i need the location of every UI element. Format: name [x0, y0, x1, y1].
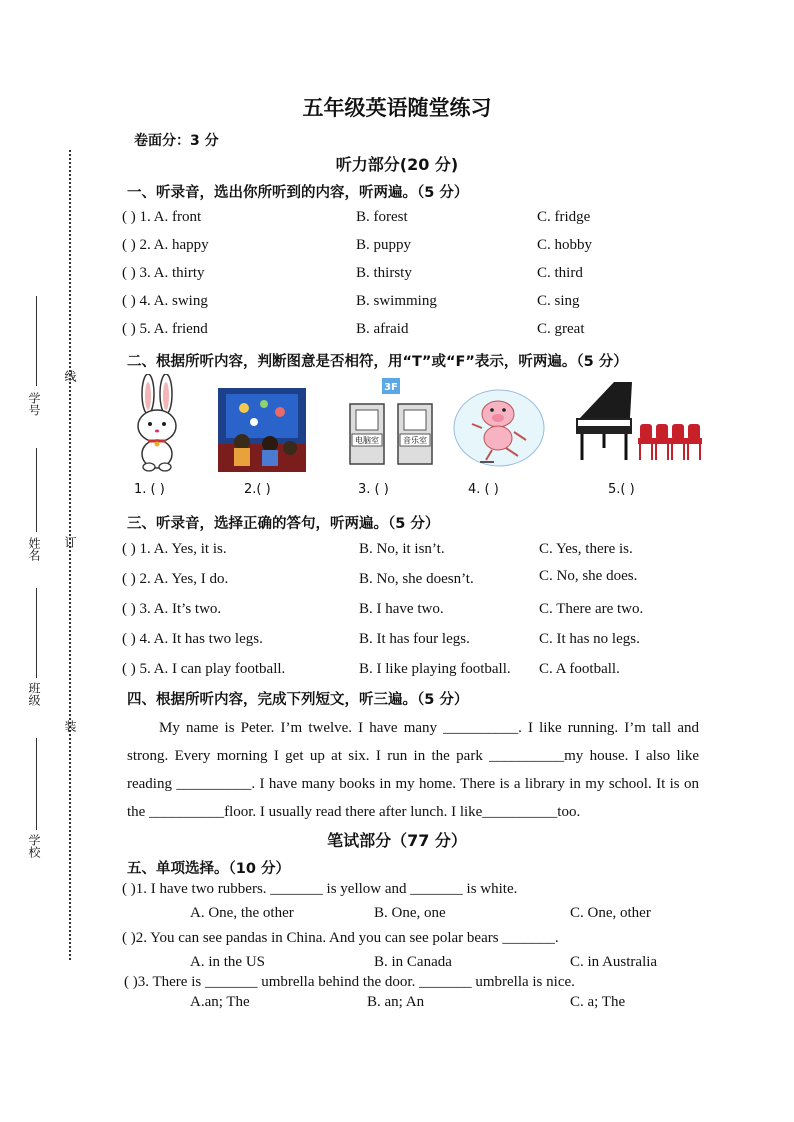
school-field[interactable] [36, 738, 37, 830]
option-b: B. No, it isn’t. [359, 541, 445, 557]
student-id-label: 学号 [27, 392, 41, 416]
name-field[interactable] [36, 448, 37, 532]
mc-question-3[interactable]: ( )3. There is _______ umbrella behind the door. _______ umbrella is nice. [124, 974, 575, 990]
option-a: A. in the US [190, 954, 265, 970]
section5-heading: 五、单项选择。（10 分） [127, 861, 290, 877]
option-c: C. third [537, 265, 583, 281]
cinema-picture [218, 388, 306, 472]
binding-mark-bind: 装 [63, 720, 77, 732]
picture-answer-5[interactable]: 5.( ) [608, 482, 635, 497]
question-option-a[interactable]: ( ) 2. A. happy [122, 237, 209, 253]
option-c: C. great [537, 321, 585, 337]
mc-question-1[interactable]: ( )1. I have two rubbers. _______ is yellow and _______ is white. [122, 881, 518, 897]
question-option-a[interactable]: ( ) 1. A. front [122, 209, 202, 225]
picture-answer-3[interactable]: 3. ( ) [358, 482, 389, 497]
score-note: 卷面分：3 分 [134, 133, 219, 149]
school-label: 学校 [27, 834, 41, 858]
option-c: C. fridge [537, 209, 591, 225]
section2-heading: 二、根据所听内容，判断图意是否相符，用“T”或“F”表示，听两遍。（5 分） [127, 354, 628, 370]
class-field[interactable] [36, 588, 37, 678]
class-label: 班级 [27, 682, 41, 706]
option-c: C. One, other [570, 905, 651, 921]
option-b: B. afraid [356, 321, 409, 337]
option-b: B. One, one [374, 905, 446, 921]
option-c: C. Yes, there is. [539, 541, 633, 557]
computer-room-label: 电脑室 [355, 436, 379, 445]
binding-mark-staple: 订 [63, 536, 77, 548]
option-b: B. forest [356, 209, 408, 225]
option-c: C. a; The [570, 994, 626, 1010]
rooms-picture [348, 378, 434, 468]
cloze-passage-text: My name is Peter. I’m twelve. I have many __________. I like running. I’m tall and strong. Every morning I get up at six. I run in the park __________my house. I also like reading __________. I have many books in my home. There is a library in my school. It is on the __________floor. I usually read there after lunch. I like__________too. [127, 720, 699, 820]
section1-heading: 一、听录音，选出你所听到的内容，听两遍。（5 分） [127, 185, 469, 201]
rabbit-picture [128, 374, 188, 472]
option-b: B. puppy [356, 237, 412, 253]
option-c: C. sing [537, 293, 580, 309]
student-id-field[interactable] [36, 296, 37, 386]
option-c: C. hobby [537, 237, 593, 253]
option-b: B. I like playing football. [359, 661, 511, 677]
section4-heading: 四、根据所听内容，完成下列短文，听三遍。（5 分） [127, 692, 469, 708]
music-room-label: 音乐室 [403, 436, 427, 445]
question-option-a[interactable]: ( ) 3. A. It’s two. [122, 601, 222, 617]
option-c: C. There are two. [539, 601, 644, 617]
question-option-a[interactable]: ( ) 4. A. It has two legs. [122, 631, 263, 647]
page-title: 五年级英语随堂练习 [302, 96, 492, 120]
picture-answer-2[interactable]: 2.( ) [244, 482, 271, 497]
mc-question-2[interactable]: ( )2. You can see pandas in China. And you can see polar bears _______. [122, 930, 559, 946]
option-b: B. thirsty [356, 265, 412, 281]
name-label: 姓名 [27, 537, 41, 561]
option-c: C. in Australia [570, 954, 658, 970]
question-option-a[interactable]: ( ) 3. A. thirty [122, 265, 205, 281]
question-option-a[interactable]: ( ) 5. A. I can play football. [122, 661, 286, 677]
option-b: B. in Canada [374, 954, 452, 970]
cloze-passage [127, 714, 699, 826]
listening-header: 听力部分(20 分) [335, 155, 459, 174]
option-b: B. It has four legs. [359, 631, 470, 647]
question-option-a[interactable]: ( ) 5. A. friend [122, 321, 208, 337]
option-b: B. swimming [356, 293, 437, 309]
binding-mark-line: 线 [63, 370, 77, 382]
question-option-a[interactable]: ( ) 2. A. Yes, I do. [122, 571, 229, 587]
option-b: B. an; An [367, 994, 425, 1010]
picture-answer-4[interactable]: 4. ( ) [468, 482, 499, 497]
question-option-a[interactable]: ( ) 4. A. swing [122, 293, 208, 309]
option-b: B. No, she doesn’t. [359, 571, 474, 587]
writing-header: 笔试部分（77 分） [327, 831, 467, 850]
piano-picture [574, 378, 706, 468]
question-option-a[interactable]: ( ) 1. A. Yes, it is. [122, 541, 227, 557]
option-b: B. I have two. [359, 601, 444, 617]
option-a: A. One, the other [190, 905, 294, 921]
option-c: C. No, she does. [539, 568, 638, 584]
section3-heading: 三、听录音，选择正确的答句，听两遍。（5 分） [127, 516, 440, 532]
picture-answer-1[interactable]: 1. ( ) [134, 482, 165, 497]
option-c: C. It has no legs. [539, 631, 640, 647]
floor-sign: 3F [384, 382, 398, 393]
option-a: A.an; The [190, 994, 250, 1010]
pig-skating-picture [452, 384, 546, 470]
option-c: C. A football. [539, 661, 620, 677]
